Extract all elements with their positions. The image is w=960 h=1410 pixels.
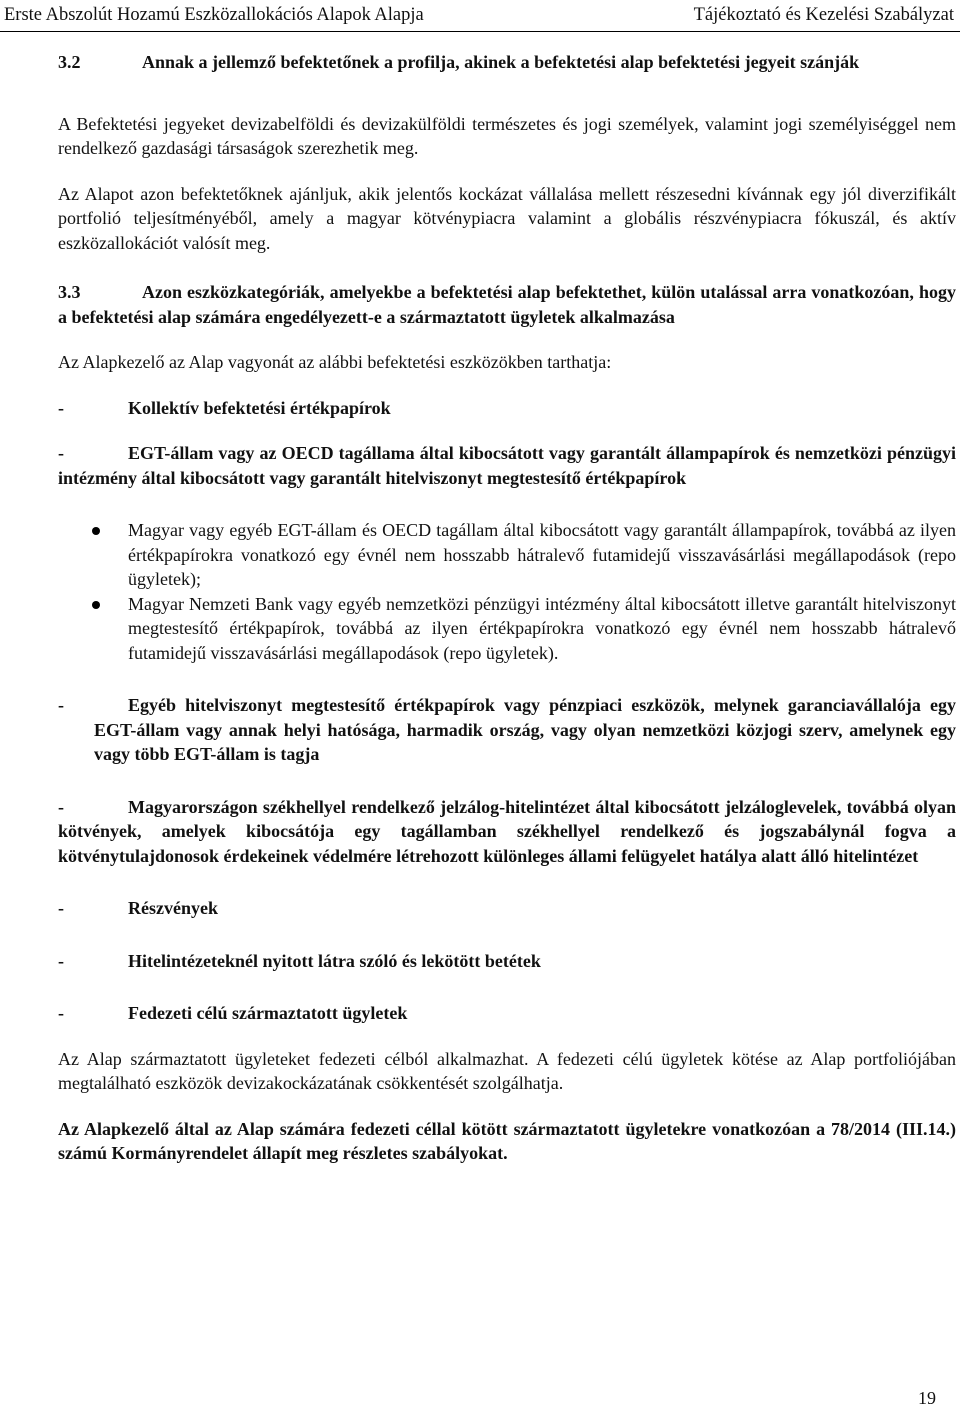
asset-item-shares <box>58 896 956 921</box>
section-3-2-number: 3.2 <box>58 52 81 72</box>
government-bonds-bullet-list <box>58 518 956 665</box>
running-header-title: Erste Abszolút Hozamú Eszközallokációs Alapok Alapja <box>4 5 424 25</box>
asset-item-mortgage-bonds <box>58 795 956 869</box>
section-3-2-title: Annak a jellemző befektetőnek a profilja, akinek a befektetési alap befektetési jegyeit szánják <box>142 52 860 72</box>
paragraph-derivatives-usage: Az Alap származtatott ügyleteket fedezeti célból alkalmazhat. A fedezeti célú ügyletek kötése az Alap portfoliójában megtalálható eszközök devizakockázatának csökkentését szolgálhatja. <box>58 1048 956 1093</box>
paragraph-government-decree: Az Alapkezelő által az Alap számára fedezeti céllal kötött származtatott ügyletekre vonatkozóan a 78/2014 (III.14.) számú Kormányrendelet állapít meg részletes szabályokat. <box>58 1118 956 1163</box>
header-divider <box>0 31 960 32</box>
paragraph-target-investors: Az Alapot azon befektetőknek ajánljuk, akik jelentős kockázat vállalása mellett részesedni kívánnak egy jól diverzifikált portfolió teljesítményéből, amely a magyar kötvénypiacra valamint a globális részvénypiacra fókuszál, és aktív eszközallokációt valósít meg. <box>58 183 956 253</box>
dash-marker: - <box>58 1003 64 1023</box>
page-body <box>58 50 956 1166</box>
section-3-2-heading <box>58 50 956 75</box>
asset-item-label: Fedezeti célú származtatott ügyletek <box>128 1003 408 1023</box>
asset-item-label: Hitelintézeteknél nyitott látra szóló és lekötött betétek <box>128 950 541 971</box>
asset-item-collective <box>58 396 956 421</box>
paragraph-eligible-investors: A Befektetési jegyeket devizabelföldi és devizakülföldi természetes és jogi személyek, valamint jogi személyiséggel nem rendelkező gazdasági társaságok szerezhetik meg. <box>58 113 956 158</box>
section-3-3-number: 3.3 <box>58 282 81 302</box>
bullet-icon <box>92 527 100 535</box>
section-3-3-title: Azon eszközkategóriák, amelyekbe a befektetési alap befektethet, külön utalással arra vonatkozóan, hogy a befektetési alap számára engedélyezett-e a származtatott ügyletek alkalmazása <box>58 282 956 327</box>
section-3-3-heading <box>58 280 956 329</box>
asset-item-label: Kollektív befektetési értékpapírok <box>128 397 391 418</box>
page-number: 19 <box>918 1388 936 1408</box>
asset-item-government-bonds <box>58 441 956 490</box>
dash-marker: - <box>58 397 64 418</box>
dash-marker: - <box>58 950 64 971</box>
dash-marker: - <box>58 796 64 817</box>
running-header-section: Tájékoztató és Kezelési Szabályzat <box>693 5 954 25</box>
asset-item-guaranteed-securities <box>58 693 956 767</box>
list-item <box>58 592 956 666</box>
dash-marker: - <box>58 695 64 715</box>
asset-item-label: Egyéb hitelviszonyt megtestesítő értékpapírok vagy pénzpiaci eszközök, melynek garanciavállalója egy EGT-állam vagy annak helyi hatósága, harmadik ország, vagy olyan nemzetközi közjogi szerv, amelynek egy vagy több EGT-állam is tagja <box>94 695 956 764</box>
list-item-text: Magyar vagy egyéb EGT-állam és OECD tagállam által kibocsátott vagy garantált állampapírok, továbbá az ilyen értékpapírokra vonatkozó egy évnél nem hosszabb hátralevő futamidejű visszavásárlási megállapodások (repo ügyletek); <box>128 520 956 589</box>
paragraph-asset-intro: Az Alapkezelő az Alap vagyonát az alábbi befektetési eszközökben tarthatja: <box>58 352 612 372</box>
list-item <box>58 518 956 592</box>
dash-marker: - <box>58 443 64 463</box>
asset-item-label: Magyarországon székhellyel rendelkező jelzálog-hitelintézet által kibocsátott jelzáloglevelek, továbbá olyan kötvények, amelyek kibocsátója egy tagállamban székhellyel rendelkező és jogszabálynál fogva a kötvénytulajdonosok érdekeinek védelmére létrehozott különleges állami felügyelet hatálya alatt álló hitelintézet <box>58 796 956 866</box>
asset-item-label: EGT-állam vagy az OECD tagállama által kibocsátott vagy garantált állampapírok és nemzetközi pénzügyi intézmény által kibocsátott vagy garantált hitelviszonyt megtestesítő értékpapírok <box>58 443 956 488</box>
asset-item-deposits <box>58 949 956 974</box>
dash-marker: - <box>58 898 64 918</box>
list-item-text: Magyar Nemzeti Bank vagy egyéb nemzetközi pénzügyi intézmény által kibocsátott illetve garantált hitelviszonyt megtestesítő értékpapírok, továbbá az ilyen értékpapírokra vonatkozó egy évnél nem hosszabb hátralevő futamidejű visszavásárlási megállapodások (repo ügyletek). <box>128 593 956 663</box>
asset-item-label: Részvények <box>128 898 218 918</box>
bullet-icon <box>92 601 100 609</box>
asset-item-hedging-derivatives <box>58 1001 956 1026</box>
